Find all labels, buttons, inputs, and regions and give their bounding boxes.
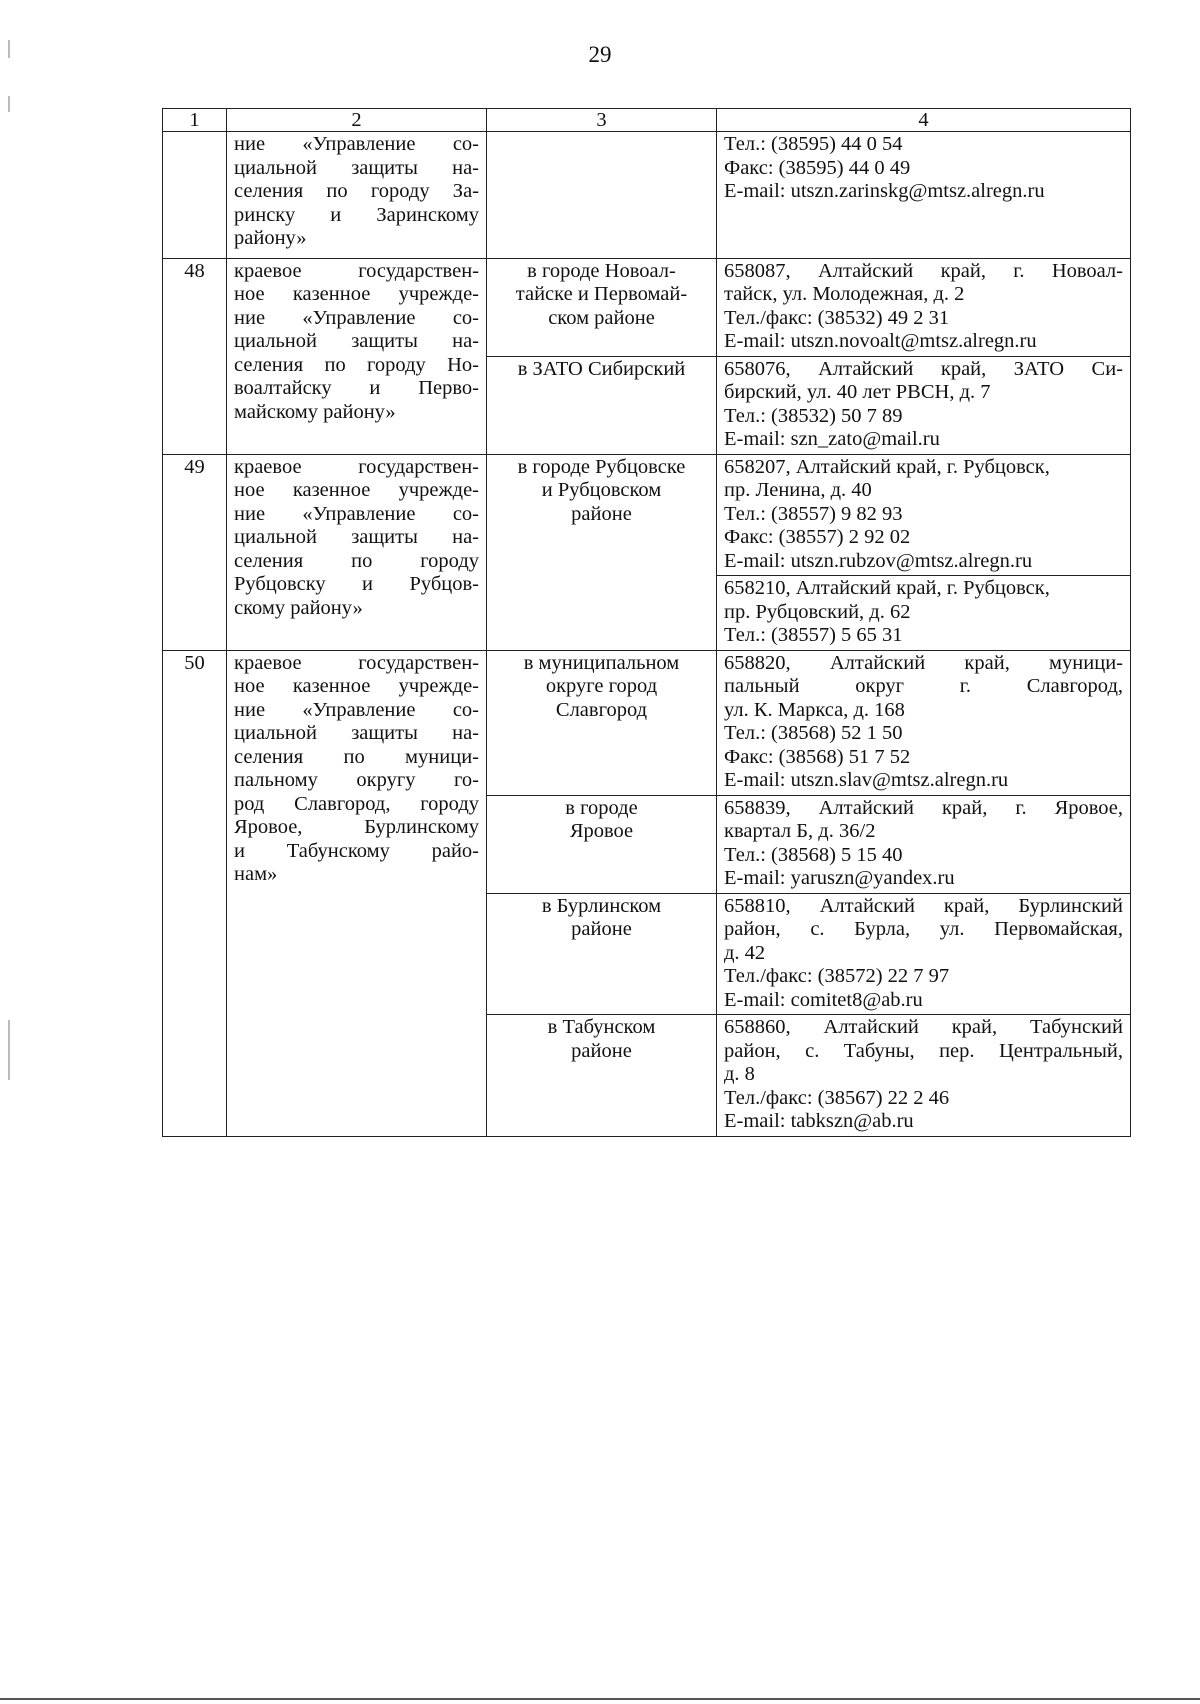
contact-info <box>717 576 1131 651</box>
text-line: район, с. Бурла, ул. Первомайская, <box>724 918 1123 940</box>
text-line: Тел.: (38568) 52 1 50 <box>724 722 903 744</box>
text-line: E-mail: utszn.zarinskg@mtsz.alregn.ru <box>724 180 1045 202</box>
location <box>487 454 717 650</box>
row-number: 49 <box>163 454 227 650</box>
location <box>487 1015 717 1137</box>
text-line: E-mail: utszn.slav@mtsz.alregn.ru <box>724 769 1009 791</box>
text-line: майскому району» <box>234 400 396 423</box>
text-line: Факс: (38568) 51 7 52 <box>724 745 911 768</box>
text-line: районе <box>571 918 632 940</box>
text-line: E-mail: utszn.novoalt@mtsz.alregn.ru <box>724 330 1037 352</box>
text-line: Тел.: (38595) 44 0 54 <box>724 133 903 155</box>
text-line: тайск, ул. Молодежная, д. 2 <box>724 283 965 305</box>
contact-info <box>717 258 1131 356</box>
text-line: тайске и Первомай- <box>515 283 688 305</box>
text-line: циальной защиты на- <box>234 722 479 744</box>
contact-info <box>717 1015 1131 1137</box>
text-line: Тел.: (38568) 5 15 40 <box>724 843 903 866</box>
text-line: Славгород <box>555 698 648 721</box>
text-line: E-mail: utszn.rubzov@mtsz.alregn.ru <box>724 549 1033 572</box>
column-header: 1 <box>163 109 227 132</box>
institution-name <box>227 132 487 259</box>
page-number: 29 <box>588 42 612 67</box>
text-line: краевое государствен- <box>234 455 479 478</box>
text-line: и Рубцовском <box>541 479 662 501</box>
text-line: в городе Новоал- <box>527 259 676 282</box>
table-row <box>163 650 1131 795</box>
text-line: пр. Рубцовский, д. 62 <box>724 600 911 623</box>
text-line: селения по муници- <box>234 745 479 768</box>
text-line: 658839, Алтайский край, г. Яровое, <box>724 796 1123 819</box>
text-line: 658210, Алтайский край, г. Рубцовск, <box>724 577 1050 599</box>
text-line: Тел.: (38557) 9 82 93 <box>724 502 903 525</box>
text-line: ние «Управление со- <box>234 502 479 525</box>
contact-info <box>717 795 1131 893</box>
text-line: Тел.: (38532) 50 7 89 <box>724 404 903 427</box>
text-line: бирский, ул. 40 лет РВСН, д. 7 <box>724 381 991 403</box>
table-row <box>163 132 1131 259</box>
scan-mark <box>8 1020 10 1080</box>
text-line: районе <box>571 502 632 525</box>
text-line: E-mail: yaruszn@yandex.ru <box>724 867 955 889</box>
text-line: округе город <box>545 675 658 697</box>
location <box>487 356 717 454</box>
text-line: 658860, Алтайский край, Табунский <box>724 1016 1123 1038</box>
directory-table <box>162 108 1131 1137</box>
institution-name <box>227 454 487 650</box>
text-line: в городе <box>565 796 638 819</box>
text-line: в городе Рубцовске <box>517 455 686 478</box>
scan-edge-line <box>0 1698 1200 1700</box>
row-number: 50 <box>163 650 227 1136</box>
row-number <box>163 132 227 259</box>
text-line: Тел./факс: (38532) 49 2 31 <box>724 306 950 329</box>
text-line: 658810, Алтайский край, Бурлинский <box>724 894 1123 917</box>
text-line: д. 8 <box>724 1063 755 1085</box>
text-line: пальный округ г. Славгород, <box>724 675 1123 697</box>
text-line: краевое государствен- <box>234 651 479 674</box>
header-row <box>163 109 1131 132</box>
institution-name <box>227 258 487 454</box>
location <box>487 650 717 795</box>
text-line: род Славгород, городу <box>234 792 479 815</box>
text-line: ние «Управление со- <box>234 306 479 329</box>
location <box>487 258 717 356</box>
text-line: Тел./факс: (38572) 22 7 97 <box>724 965 950 987</box>
table-row <box>163 454 1131 576</box>
contact-info <box>717 356 1131 454</box>
text-line: скому району» <box>234 596 363 619</box>
column-header: 2 <box>227 109 487 132</box>
text-line: ное казенное учрежде- <box>234 479 479 501</box>
column-header: 3 <box>487 109 717 132</box>
text-line: 658076, Алтайский край, ЗАТО Си- <box>724 357 1123 380</box>
text-line: в Табунском <box>547 1016 656 1038</box>
contact-info <box>717 893 1131 1015</box>
text-line: E-mail: tabkszn@ab.ru <box>724 1110 914 1132</box>
text-line: району» <box>234 227 307 249</box>
location <box>487 795 717 893</box>
text-line: ное казенное учрежде- <box>234 283 479 305</box>
text-line: 658820, Алтайский край, муници- <box>724 651 1123 674</box>
text-line: ринску и Заринскому <box>234 203 479 226</box>
text-line: район, с. Табуны, пер. Центральный, <box>724 1039 1123 1062</box>
text-line: Факс: (38557) 2 92 02 <box>724 526 911 548</box>
text-line: Рубцовску и Рубцов- <box>234 573 479 595</box>
text-line: E-mail: szn_zato@mail.ru <box>724 428 940 450</box>
text-line: селения по городу Но- <box>234 353 479 376</box>
text-line: нам» <box>234 863 278 885</box>
text-line: Тел./факс: (38567) 22 2 46 <box>724 1086 950 1109</box>
text-line: краевое государствен- <box>234 259 479 282</box>
text-line: ском районе <box>548 306 655 329</box>
text-line: циальной защиты на- <box>234 526 479 548</box>
text-line: и Табунскому райо- <box>234 839 479 862</box>
text-line: в муниципальном <box>523 651 680 674</box>
text-line: Яровое <box>569 820 634 842</box>
text-line: в ЗАТО Сибирский <box>517 357 686 380</box>
text-line: Факс: (38595) 44 0 49 <box>724 156 911 179</box>
text-line: пр. Ленина, д. 40 <box>724 479 872 501</box>
text-line: 658207, Алтайский край, г. Рубцовск, <box>724 455 1050 478</box>
text-line: 658087, Алтайский край, г. Новоал- <box>724 259 1123 282</box>
text-line: E-mail: comitet8@ab.ru <box>724 988 923 1011</box>
text-line: воалтайску и Перво- <box>234 377 479 399</box>
contact-info <box>717 650 1131 795</box>
text-line: ние «Управление со- <box>234 133 479 155</box>
text-line: районе <box>571 1039 632 1062</box>
text-line: Тел.: (38557) 5 65 31 <box>724 624 903 646</box>
text-line: в Бурлинском <box>541 894 662 917</box>
row-number: 48 <box>163 258 227 454</box>
text-line: Яровое, Бурлинскому <box>234 816 479 838</box>
table-row <box>163 258 1131 356</box>
contact-info <box>717 132 1131 259</box>
location <box>487 893 717 1015</box>
text-line: д. 42 <box>724 941 766 964</box>
text-line: селения по городу <box>234 549 479 572</box>
text-line: ул. К. Маркса, д. 168 <box>724 698 905 721</box>
text-line: ние «Управление со- <box>234 698 479 721</box>
text-line: селения по городу За- <box>234 180 479 202</box>
text-line: пальному округу го- <box>234 769 479 791</box>
contact-info <box>717 454 1131 576</box>
text-line: ное казенное учрежде- <box>234 675 479 697</box>
institution-name <box>227 650 487 1136</box>
text-line: циальной защиты на- <box>234 156 479 179</box>
column-header: 4 <box>717 109 1131 132</box>
location <box>487 132 717 259</box>
text-line: квартал Б, д. 36/2 <box>724 820 876 842</box>
scan-mark <box>8 96 10 112</box>
text-line: циальной защиты на- <box>234 330 479 352</box>
